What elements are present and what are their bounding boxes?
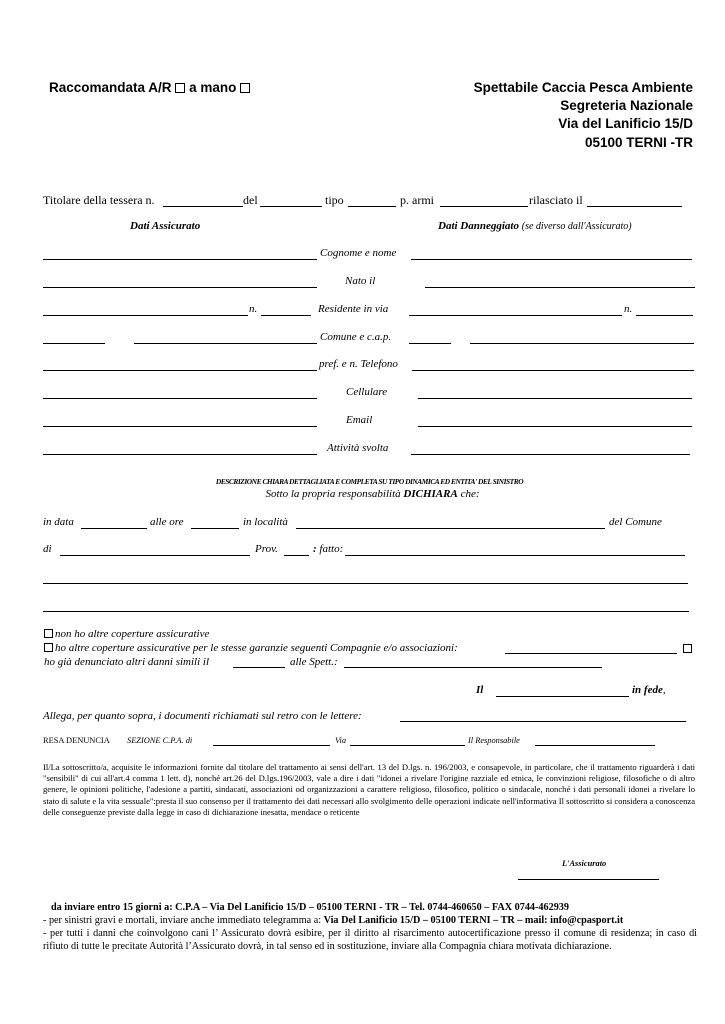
via-label: Via <box>335 736 347 745</box>
cognome-danneggiato-input[interactable] <box>411 259 692 260</box>
email-assicurato-input[interactable] <box>43 426 317 427</box>
cap-danneggiato-input[interactable] <box>409 343 451 344</box>
footer-dogs: - per tutti i danni che coinvolgono cani l’ Assicurato dovrà esibire, per il diritto al risarcimento autocertificazione presso il comune di residenza; in caso di rifiuto di tutte le precitate Autorità l’Assicurato dovrà, in tal senso ed in sostituzione, inviare alla Compagnia chiara motivata dichiarazione. <box>43 928 697 952</box>
civico-assicurato-label: n. <box>249 303 258 315</box>
nato-assicurato-input[interactable] <box>43 287 317 288</box>
responsabile-label: Il Responsabile <box>468 736 520 745</box>
declaration-line <box>10 488 725 500</box>
civico-assicurato-input[interactable] <box>261 315 311 316</box>
fatto-label: : fatto: <box>313 543 344 555</box>
email-label: Email <box>346 414 373 426</box>
no-coverage-checkbox[interactable] <box>44 629 53 638</box>
fatto-text: fatto: <box>319 543 344 555</box>
attivita-danneggiato-input[interactable] <box>411 454 690 455</box>
resa-label: RESA DENUNCIA <box>43 736 110 745</box>
send-mode <box>49 80 250 95</box>
email-danneggiato-input[interactable] <box>418 426 692 427</box>
raccomandata-label: Raccomandata A/R <box>49 80 172 95</box>
attachments-label: Allega, per quanto sopra, i documenti richiamati sul retro con le lettere: <box>43 710 362 722</box>
via-assicurato-input[interactable] <box>43 315 248 316</box>
description-heading: DESCRIZIONE CHIARA DETTAGLIATA E COMPLETA SU TIPO DINAMICA ED ENTITA' DEL SINISTRO <box>215 477 524 486</box>
recipient-line-4: 05100 TERNI -TR <box>584 135 693 150</box>
attivita-label: Attività svolta <box>327 442 389 454</box>
cognome-assicurato-input[interactable] <box>43 259 317 260</box>
del-label: del <box>243 193 258 207</box>
resa-via-input[interactable] <box>350 745 465 746</box>
alle-spett-label: alle Spett.: <box>290 656 338 668</box>
recipient-line-2: Segreteria Nazionale <box>560 98 693 113</box>
p-armi-field[interactable] <box>440 206 528 207</box>
titolare-label: Titolare della tessera n. <box>43 193 155 207</box>
tipo-field[interactable] <box>348 206 396 207</box>
comune-assicurato-input[interactable] <box>134 343 317 344</box>
other-coverage-checkbox[interactable] <box>44 643 53 652</box>
dati-danneggiato-note: (se diverso dall'Assicurato) <box>521 221 632 232</box>
civico-danneggiato-label: n. <box>624 303 633 315</box>
footer-send-to: da inviare entro 15 giorni a: C.P.A – Via Del Lanificio 15/D – 05100 TERNI - TR – Tel. 0744-460650 – FAX 0744-462939 <box>51 902 569 913</box>
di-label: di <box>43 543 52 555</box>
assicurato-signature-input[interactable] <box>518 879 659 880</box>
a-mano-label: a mano <box>189 80 237 95</box>
del-field[interactable] <box>260 206 322 207</box>
fatto-continuation-2[interactable] <box>43 611 689 612</box>
cap-assicurato-input[interactable] <box>43 343 105 344</box>
cellulare-assicurato-input[interactable] <box>43 398 317 399</box>
tipo-label: tipo <box>325 193 344 207</box>
privacy-consent-text: Il/La sottoscritto/a, acquisite le informazioni fornite dal titolare del trattamento ai sensi dell'art. 13 del D.lgs. n. 196/2003, e consapevole, in particolare, che il trattamento riguarderà i dati "sensibili" di cui all'art.4 comma 1 lett. d), nonché art.26 del D.lgs.196/2003, vale a dire i dati "idonei a rivelare l'origine razziale ed etnica, le convinzioni religiose, filosofiche o di altro genere, le opinioni politiche, l'adesione a partiti, sindacati, associazioni od organizzazioni a carattere religioso, filosofico, politico o sindacale, nonché i dati personali idonei a rivelare lo stato di salute e la vita sessuale":presta il suo consenso per il trattamento dei dati necessari allo svolgimento delle operazioni indicate nell'informativa Il sottoscritto si considera a conoscenza delle conseguenze previste dalla legge in caso di dichiarazione inesatta, mendace o reticente <box>43 762 696 817</box>
a-mano-checkbox[interactable] <box>240 83 250 93</box>
telefono-assicurato-input[interactable] <box>43 370 317 371</box>
del-comune-label: del Comune <box>609 516 662 528</box>
recipient-line-3: Via del Lanificio 15/D <box>558 116 693 131</box>
in-fede-label: in fede, <box>632 684 666 696</box>
prov-label: Prov. <box>255 543 278 555</box>
fatto-input[interactable] <box>345 555 685 556</box>
prov-input[interactable] <box>284 555 309 556</box>
cellulare-label: Cellulare <box>346 386 388 398</box>
denounced-date-input[interactable] <box>233 667 285 668</box>
attachments-input[interactable] <box>400 721 686 722</box>
in-localita-label: in località <box>243 516 288 528</box>
via-danneggiato-input[interactable] <box>409 315 622 316</box>
dati-danneggiato-label: Dati Danneggiato <box>438 220 519 232</box>
attivita-assicurato-input[interactable] <box>43 454 317 455</box>
assicurato-label: L'Assicurato <box>562 859 607 868</box>
no-coverage-label: non ho altre coperture assicurative <box>55 628 210 640</box>
declaration-bold-word: DICHIARA <box>403 488 458 500</box>
footer-telegram-text: - per sinistri gravi e mortali, inviare anche immediato telegramma a: <box>43 915 322 926</box>
no-coverage-option <box>44 628 209 640</box>
tessera-field[interactable] <box>163 206 243 207</box>
telefono-label: pref. e n. Telefono <box>319 358 398 370</box>
responsabile-input[interactable] <box>535 745 655 746</box>
nato-label: Nato il <box>345 275 376 287</box>
declaration-text: Sotto la propria responsabilità DICHIARA che: <box>265 488 480 500</box>
il-label: Il <box>476 684 484 696</box>
dati-danneggiato-title <box>438 220 632 232</box>
sezione-input[interactable] <box>213 745 330 746</box>
alle-spett-input[interactable] <box>344 667 602 668</box>
dati-assicurato-title: Dati Assicurato <box>130 220 201 232</box>
denounced-label: ho già denunciato altri danni simili il <box>44 656 209 668</box>
in-fede-input[interactable] <box>496 696 629 697</box>
other-coverage-option <box>44 642 458 654</box>
other-coverage-input[interactable] <box>505 653 677 654</box>
comune-danneggiato-input[interactable] <box>470 343 694 344</box>
in-data-input[interactable] <box>81 528 147 529</box>
other-coverage-label: ho altre coperture assicurative per le stesse garanzie seguenti Compagnie e/o associazioni: <box>55 642 458 654</box>
cellulare-danneggiato-input[interactable] <box>418 398 692 399</box>
in-fede-text: in fede <box>632 684 663 696</box>
comune-label: Comune e c.a.p. <box>320 331 392 343</box>
fatto-continuation-1[interactable] <box>43 583 688 584</box>
alle-ore-input[interactable] <box>191 528 239 529</box>
footer-telegram-address: Via Del Lanificio 15/D – 05100 TERNI – TR – mail: info@cpasport.it <box>323 915 624 926</box>
in-data-label: in data <box>43 516 74 528</box>
denounced-checkbox[interactable] <box>683 644 692 653</box>
recipient-line-1: Spettabile Caccia Pesca Ambiente <box>473 80 693 95</box>
sezione-label: SEZIONE C.P.A. di <box>127 736 193 745</box>
residente-label: Residente in via <box>318 303 389 315</box>
cognome-label: Cognome e nome <box>320 247 397 259</box>
nato-danneggiato-input[interactable] <box>425 287 695 288</box>
p-armi-label: p. armi <box>400 193 434 207</box>
raccomandata-checkbox[interactable] <box>175 83 185 93</box>
di-comune-input[interactable] <box>60 555 250 556</box>
rilasciato-label: rilasciato il <box>529 193 583 207</box>
in-localita-input[interactable] <box>296 528 605 529</box>
rilasciato-field[interactable] <box>587 206 682 207</box>
civico-danneggiato-input[interactable] <box>636 315 693 316</box>
alle-ore-label: alle ore <box>150 516 184 528</box>
telefono-danneggiato-input[interactable] <box>412 370 694 371</box>
footer-telegram <box>43 915 697 928</box>
